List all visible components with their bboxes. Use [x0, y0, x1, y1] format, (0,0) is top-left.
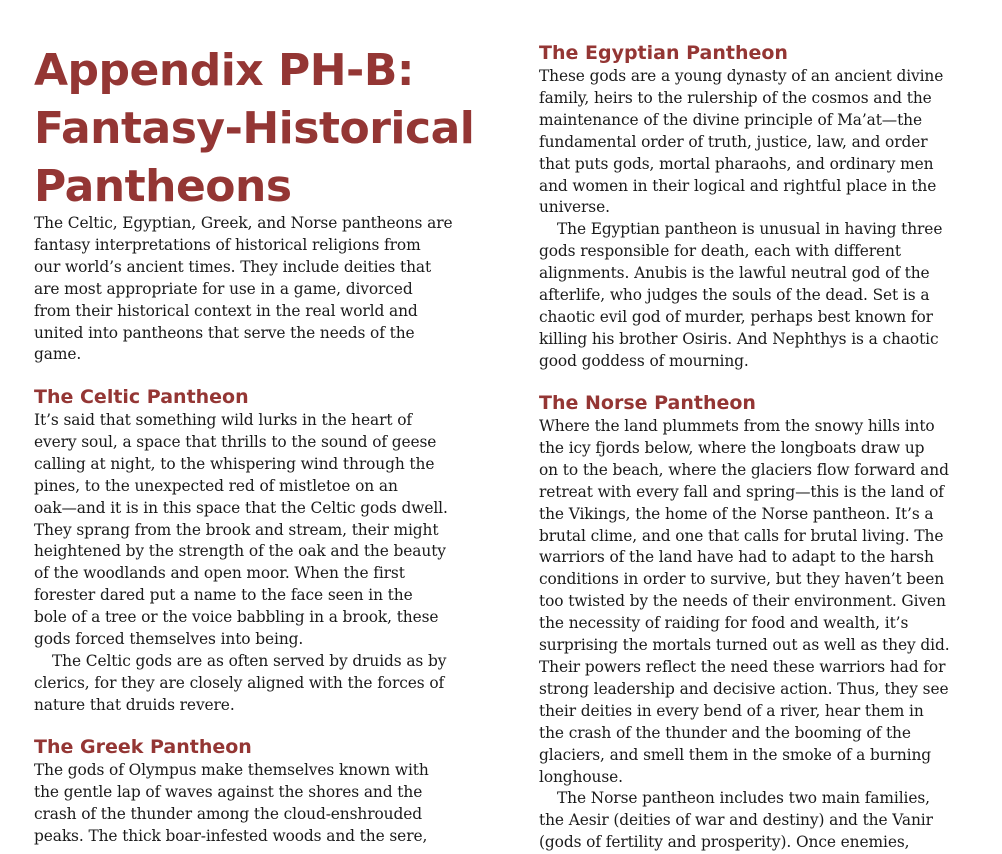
- text-line: the necessity of raiding for food and wealth, it’s: [539, 614, 909, 633]
- text-line: the gentle lap of waves against the shores and the: [34, 782, 423, 801]
- title-line: Pantheons: [34, 161, 292, 212]
- text-line: that puts gods, mortal pharaohs, and ordinary men: [539, 154, 934, 173]
- greek-body: [34, 760, 429, 848]
- text-line: family, heirs to the rulership of the cosmos and the: [539, 88, 932, 107]
- text-line: fundamental order of truth, justice, law, and order: [539, 132, 928, 151]
- text-line: alignments. Anubis is the lawful neutral god of the: [539, 264, 930, 283]
- text-line: The Norse pantheon includes two main families,: [557, 789, 930, 808]
- text-line: bole of a tree or the voice babbling in a brook, these: [34, 608, 439, 627]
- text-line: The Celtic, Egyptian, Greek, and Norse pantheons are: [34, 214, 453, 232]
- text-line: nature that druids revere.: [34, 695, 235, 714]
- text-line: too twisted by the needs of their environment. Given: [539, 592, 946, 611]
- text-line: conditions in order to survive, but they haven’t been: [539, 570, 945, 589]
- title-line: Fantasy-Historical: [34, 103, 475, 154]
- text-line: killing his brother Osiris. And Nephthys is a chaotic: [539, 329, 939, 348]
- text-line: forester dared put a name to the face seen in the: [34, 586, 413, 605]
- text-line: The Celtic gods are as often served by druids as by: [52, 651, 447, 670]
- text-line: maintenance of the divine principle of Ma’at—the: [539, 110, 922, 129]
- text-line: Their powers reflect the need these warriors had for: [539, 657, 946, 676]
- text-line: universe.: [539, 198, 610, 217]
- text-line: and women in their logical and rightful place in the: [539, 176, 937, 195]
- page-title: [34, 42, 474, 216]
- egyptian-heading: The Egyptian Pantheon: [539, 42, 788, 64]
- text-line: retreat with every fall and spring—this is the land of: [539, 482, 944, 501]
- text-line: their deities in every bend of a river, hear them in: [539, 701, 924, 720]
- text-line: gods responsible for death, each with different: [539, 242, 901, 261]
- text-line: heightened by the strength of the oak and the beauty: [34, 542, 446, 561]
- norse-body: [539, 416, 950, 854]
- intro-paragraph: [34, 213, 452, 366]
- text-line: These gods are a young dynasty of an ancient divine: [539, 67, 944, 85]
- greek-heading: The Greek Pantheon: [34, 736, 252, 758]
- text-line: from their historical context in the real world and: [34, 301, 418, 320]
- text-line: pines, to the unexpected red of mistletoe on an: [34, 476, 398, 495]
- text-line: game.: [34, 345, 82, 364]
- text-line: clerics, for they are closely aligned with the forces of: [34, 673, 445, 692]
- text-line: afterlife, who judges the souls of the dead. Set is a: [539, 286, 930, 305]
- text-line: good goddess of mourning.: [539, 351, 749, 370]
- text-line: of the woodlands and open moor. When the first: [34, 564, 405, 583]
- text-line: chaotic evil god of murder, perhaps best known for: [539, 307, 933, 326]
- text-line: on to the beach, where the glaciers flow forward and: [539, 460, 949, 479]
- text-line: brutal clime, and one that calls for brutal living. The: [539, 526, 944, 545]
- text-line: the icy fjords below, where the longboats draw up: [539, 438, 925, 457]
- text-line: oak—and it is in this space that the Celtic gods dwell.: [34, 498, 448, 517]
- text-line: gods forced themselves into being.: [34, 630, 304, 649]
- text-line: peaks. The thick boar-infested woods and the sere,: [34, 826, 428, 845]
- norse-heading: The Norse Pantheon: [539, 392, 756, 414]
- text-line: every soul, a space that thrills to the sound of geese: [34, 432, 437, 451]
- celtic-heading: The Celtic Pantheon: [34, 386, 249, 408]
- text-line: united into pantheons that serve the needs of the: [34, 323, 415, 342]
- text-line: longhouse.: [539, 767, 623, 786]
- text-line: calling at night, to the whispering wind through the: [34, 454, 435, 473]
- celtic-body: [34, 410, 448, 717]
- text-line: Where the land plummets from the snowy hills into: [539, 417, 935, 435]
- text-line: the Vikings, the home of the Norse pantheon. It’s a: [539, 504, 934, 523]
- text-line: The gods of Olympus make themselves known with: [34, 761, 429, 779]
- text-line: the Aesir (deities of war and destiny) and the Vanir: [539, 811, 933, 830]
- text-line: are most appropriate for use in a game, divorced: [34, 279, 413, 298]
- text-line: crash of the thunder among the cloud-enshrouded: [34, 804, 422, 823]
- text-line: strong leadership and decisive action. Thus, they see: [539, 679, 949, 698]
- text-line: (gods of fertility and prosperity). Once enemies,: [539, 833, 910, 852]
- text-line: They sprang from the brook and stream, their might: [34, 520, 439, 539]
- text-line: glaciers, and smell them in the smoke of a burning: [539, 745, 932, 764]
- text-line: It’s said that something wild lurks in the heart of: [34, 411, 412, 429]
- egyptian-body: [539, 66, 943, 373]
- title-line: Appendix PH-B:: [34, 45, 414, 96]
- text-line: surprising the mortals turned out as well as they did.: [539, 636, 950, 655]
- text-line: The Egyptian pantheon is unusual in having three: [557, 220, 943, 239]
- text-line: warriors of the land have had to adapt to the harsh: [539, 548, 934, 567]
- text-line: our world’s ancient times. They include deities that: [34, 257, 432, 276]
- text-line: the crash of the thunder and the booming of the: [539, 723, 911, 742]
- text-line: fantasy interpretations of historical religions from: [34, 235, 421, 254]
